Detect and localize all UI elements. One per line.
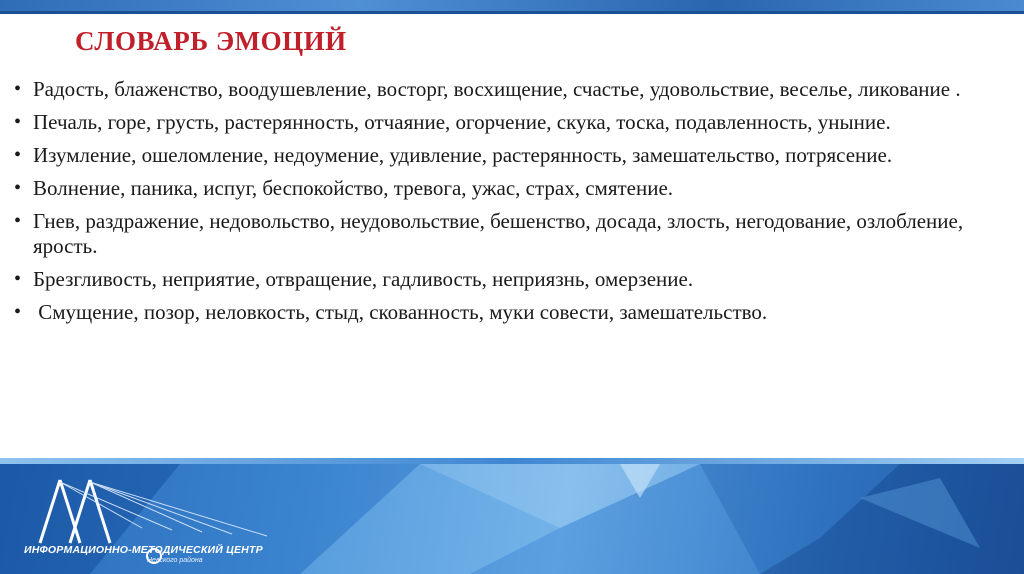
list-item xyxy=(14,143,1004,168)
logo-subtext: Невского района xyxy=(147,557,203,564)
list-item-text: Гнев, раздражение, недовольство, неудовольствие, бешенство, досада, злость, негодование, озлобление, ярость. xyxy=(33,209,964,258)
bullet-icon: • xyxy=(14,78,22,100)
logo-text: ИНФОРМАЦИОННО-МЕТОДИЧЕСКИЙ ЦЕНТР xyxy=(24,544,263,556)
bullet-icon: • xyxy=(14,177,22,199)
list-item xyxy=(14,110,1004,135)
list-item-text: Изумление, ошеломление, недоумение, удивление, растерянность, замешательство, потрясение. xyxy=(33,143,893,167)
list-item-text: Смущение, позор, неловкость, стыд, скованность, муки совести, замешательство. xyxy=(33,300,768,324)
list-item-text: Радость, блаженство, воодушевление, восторг, восхищение, счастье, удовольствие, веселье, ликование . xyxy=(33,77,961,101)
list-item xyxy=(14,176,1004,201)
list-item xyxy=(14,77,1004,102)
list-item-text: Волнение, паника, испуг, беспокойство, тревога, ужас, страх, смятение. xyxy=(33,176,674,200)
bullet-icon: • xyxy=(14,210,22,232)
bullet-icon: • xyxy=(14,268,22,290)
top-decorative-band xyxy=(0,0,1024,14)
emotion-list xyxy=(14,77,1004,333)
bullet-icon: • xyxy=(14,301,22,323)
bullet-icon: • xyxy=(14,111,22,133)
list-item-text: Брезгливость, неприятие, отвращение, гадливость, неприязнь, омерзение. xyxy=(33,267,694,291)
slide-title: СЛОВАРЬ ЭМОЦИЙ xyxy=(75,26,347,56)
list-item xyxy=(14,300,1004,325)
bullet-icon: • xyxy=(14,144,22,166)
list-item xyxy=(14,209,1004,259)
list-item xyxy=(14,267,1004,292)
list-item-text: Печаль, горе, грусть, растерянность, отчаяние, огорчение, скука, тоска, подавленность, уныние. xyxy=(33,110,891,134)
